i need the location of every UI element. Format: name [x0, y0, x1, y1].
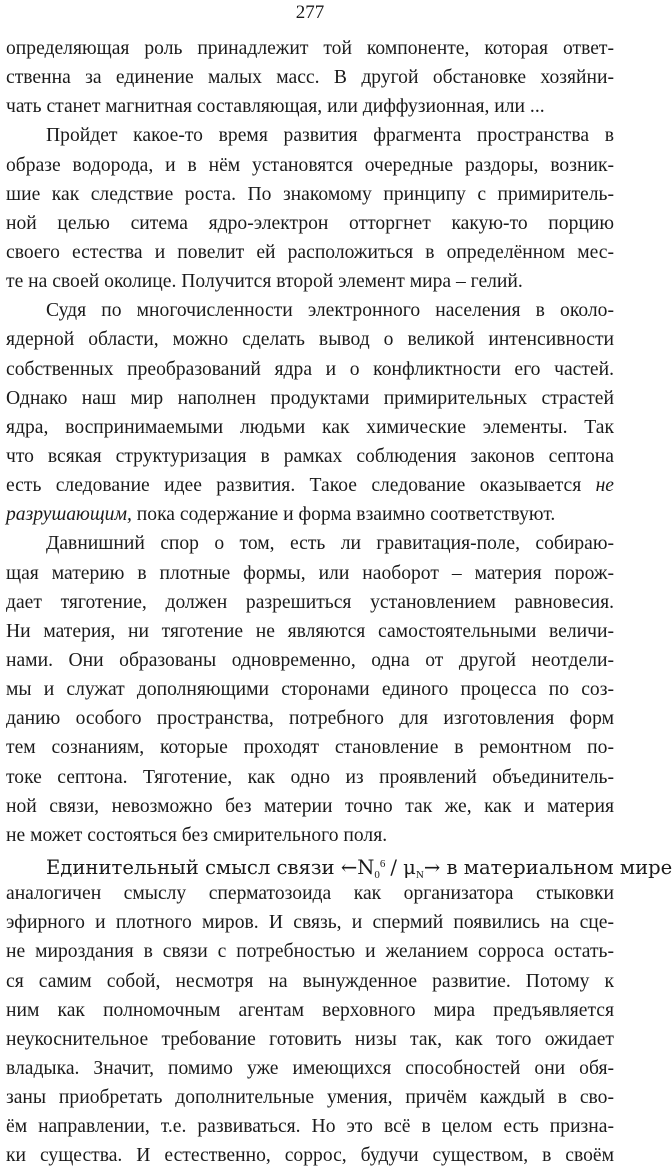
text-line: неукоснительное требование готовить низы так, как того ожидает	[6, 1028, 614, 1050]
text-line: своего естества и повелит ей расположиться в определённом мес-	[6, 241, 614, 263]
text-line: ной связи, невозможно без материи точно так же, как и материя	[6, 795, 614, 817]
page-number: 277	[295, 2, 325, 23]
text-line	[6, 471, 614, 500]
text-line: определяющая роль принадлежит той компоненте, которая ответ-	[6, 38, 614, 59]
text-segment: пока содержание и форма взаимно соответствуют.	[136, 504, 556, 526]
text-line: Однако наш мир наполнен продуктами примирительных страстей	[6, 387, 614, 409]
text-line: Пройдет какое-то время развития фрагмента пространства в	[46, 125, 614, 147]
text-line: нами. Они образованы одновременно, одна от другой неотдели-	[6, 649, 614, 671]
text-segment: есть следование идее развития. Такое следование оказывается	[6, 475, 582, 497]
text-line: собственных преобразований ядра и о конфликтности его частей.	[6, 358, 614, 380]
text-line	[6, 500, 614, 529]
text-line: тем сознаниям, которые проходят становление в ремонтном по-	[6, 737, 614, 759]
text-line: чать станет магнитная составляющая, или диффузионная, или ...	[6, 96, 545, 118]
text-line: не может состояться без смирительного поля.	[6, 824, 388, 846]
text-line: ним как полномочным агентам верховного мира предъявляется	[6, 999, 614, 1021]
text-line: ядерной области, можно сделать вывод о великой интенсивности	[6, 329, 614, 351]
text-line: токе септона. Тяготение, как одно из проявлений объединитель-	[6, 766, 614, 788]
formula-superscript: 6	[379, 857, 386, 870]
text-line: ся самим собой, несмотря на вынужденное развитие. Потому к	[6, 970, 614, 992]
italic-text: не	[595, 475, 614, 497]
text-line: данию особого пространства, потребного для изготовления форм	[6, 708, 614, 730]
text-line: эфирного и плотного миров. И связь, и спермий появились на сце-	[6, 912, 614, 934]
text-line: ки существа. И естественно, соррос, будучи существом, в своём	[6, 1145, 614, 1167]
text-line: Давнишний спор о том, есть ли гравитация-поле, собираю-	[46, 533, 614, 555]
text-line: дает тяготение, должен разрешиться установлением равновесия.	[6, 591, 614, 613]
formula-prefix: Единительный смысл связи ←N	[46, 855, 375, 879]
formula-subscript: N	[415, 868, 424, 881]
text-line: что всякая структуризация в рамках соблюдения законов септона	[6, 445, 614, 467]
text-line: владыка. Значит, помимо уже имеющихся способностей они обя-	[6, 1057, 614, 1079]
text-line: не мироздания в связи с потребностью и желанием сорроса остать-	[6, 941, 614, 963]
text-line: Судя по многочисленности электронного населения в около-	[46, 300, 614, 322]
text-line: щая материю в плотные формы, или наоборот – материя порож-	[6, 562, 614, 584]
text-line: те на своей околице. Получится второй элемент мира – гелий.	[6, 271, 523, 293]
text-line: ной целью ситема ядро-электрон отторгнет какую-то порцию	[6, 212, 614, 234]
text-line: образе водорода, и в нём установятся очередные раздоры, возник-	[6, 154, 614, 176]
text-line: ядра, воспринимаемыми людьми как химические элементы. Так	[6, 416, 614, 438]
formula-subscript: 0	[374, 868, 380, 881]
text-line: Ни материя, ни тяготение не являются самостоятельными величи-	[6, 620, 614, 642]
page-body	[6, 34, 672, 1170]
text-line: шие как следствие роста. По знакомому принципу с примиритель-	[6, 183, 614, 205]
text-line: заны приобретать дополнительные умения, причём каждый в сво-	[6, 1087, 614, 1109]
text-line: ём направлении, т.е. развиваться. Но это всё в целом есть призна-	[6, 1116, 614, 1138]
text-line: аналогичен смыслу сперматозоида как организатора стыковки	[6, 883, 614, 905]
formula-middle: / μ	[390, 855, 416, 879]
formula-line	[6, 850, 672, 881]
italic-text: разрушающим,	[6, 504, 132, 526]
text-line: ственна за единение малых масс. В другой обстановке хозяйни-	[6, 67, 614, 89]
formula-suffix: → в материальном мире	[423, 855, 672, 879]
text-line: мы и служат дополняющими сторонами единого процесса по соз-	[6, 679, 614, 701]
